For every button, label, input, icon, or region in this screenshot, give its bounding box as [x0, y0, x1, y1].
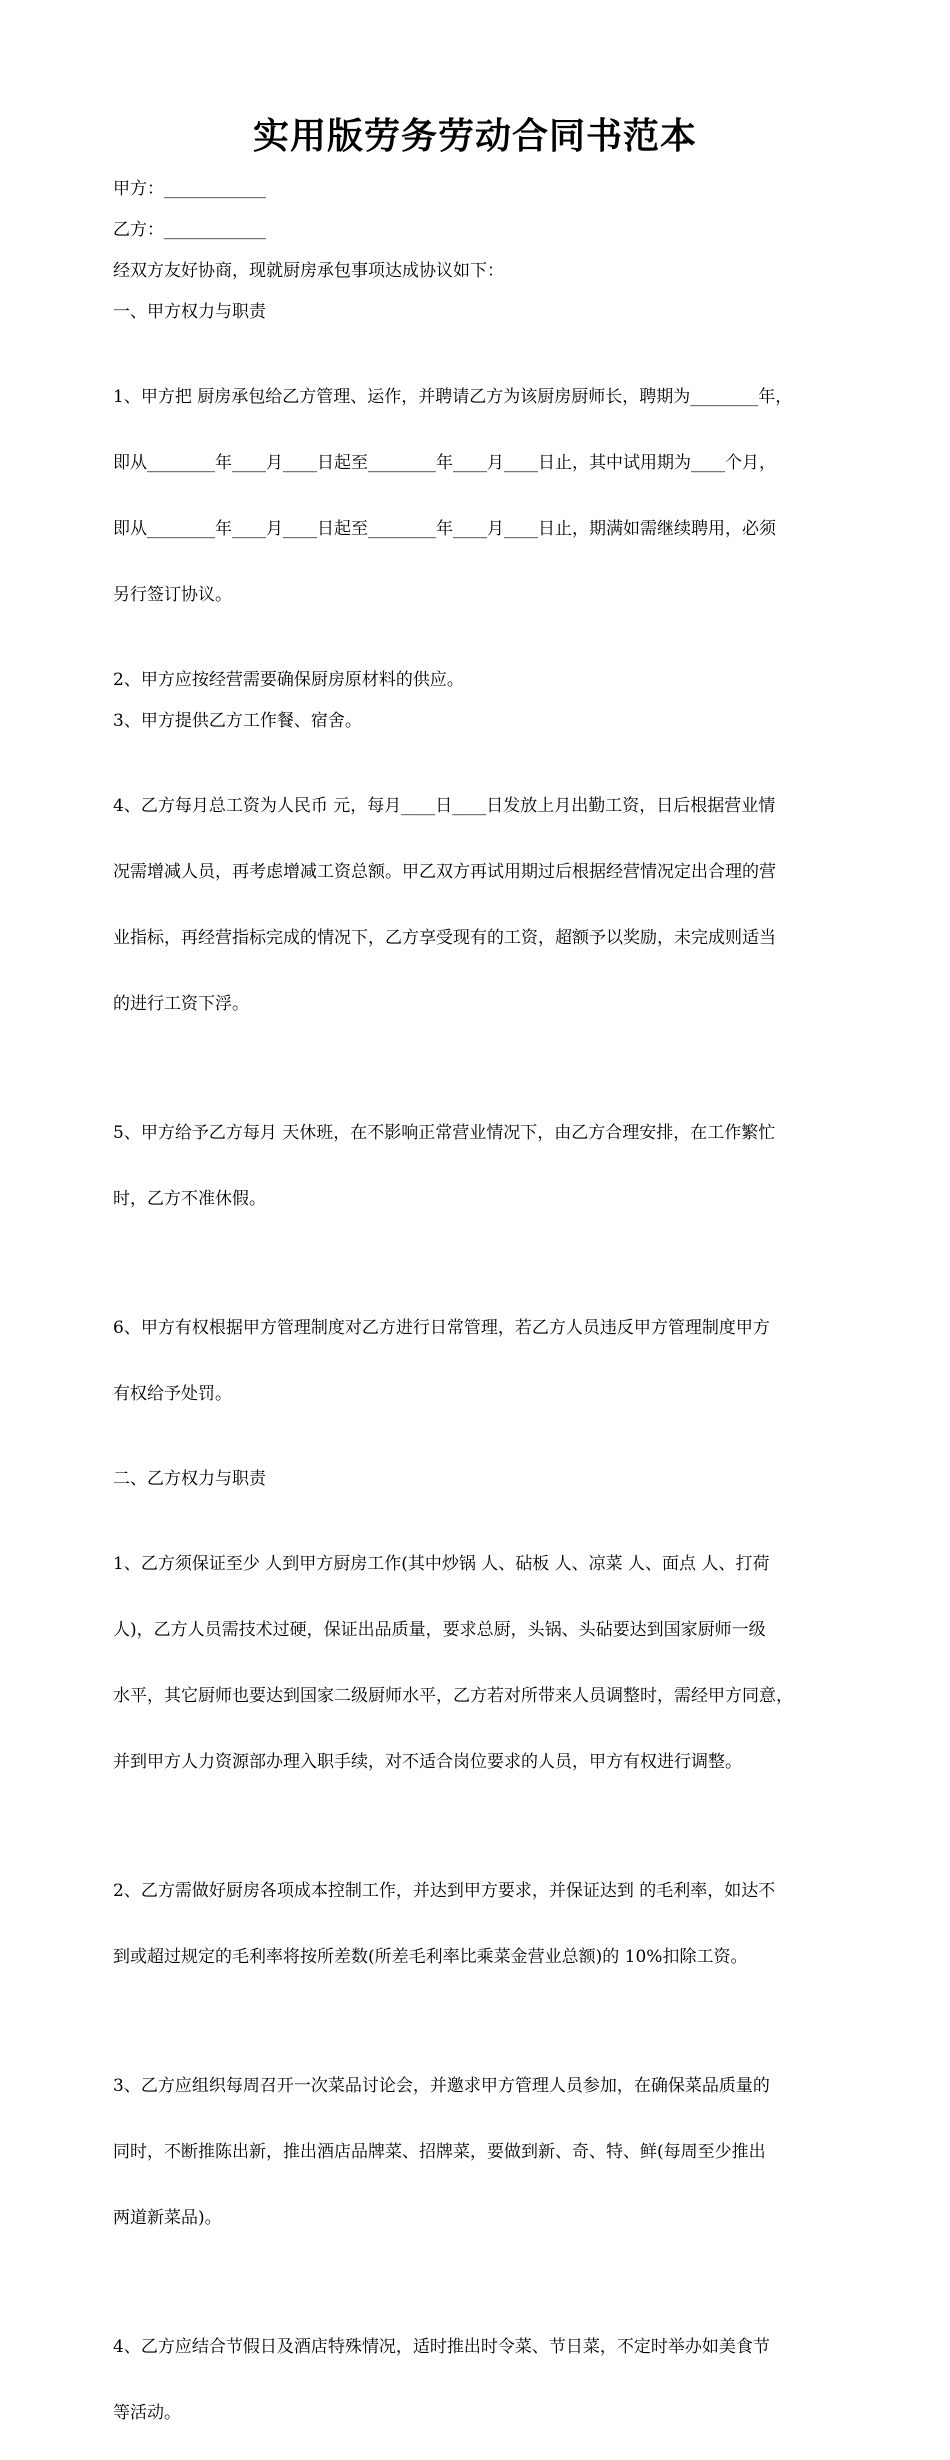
clause-line: 人)，乙方人员需技术过硬，保证出品质量，要求总厨，头锅、头砧要达到国家厨师一级: [113, 1620, 766, 1640]
clause-line: 水平，其它厨师也要达到国家二级厨师水平，乙方若对所带来人员调整时，需经甲方同意，: [113, 1686, 793, 1706]
clause-line: 2、乙方需做好厨房各项成本控制工作，并达到甲方要求，并保证达到 的毛利率，如达不: [113, 1881, 776, 1901]
section-1-clause-3: 3、甲方提供乙方工作餐、宿舍。: [113, 711, 362, 731]
party-a-line: 甲方：____________: [113, 179, 266, 199]
clause-line: 时，乙方不准休假。: [113, 1189, 266, 1209]
clause-line: 有权给予处罚。: [113, 1384, 232, 1404]
section-2-clause-4: [113, 2292, 855, 2460]
clause-line: 两道新菜品)。: [113, 2208, 222, 2228]
clause-line: 即从________年____月____日起至________年____月____日止，其中试用期为____个月，: [113, 453, 776, 473]
clause-line: 并到甲方人力资源部办理入职手续，对不适合岗位要求的人员，甲方有权进行调整。: [113, 1752, 742, 1772]
section-1-heading: 一、甲方权力与职责: [113, 302, 266, 322]
section-1-clause-2: 2、甲方应按经营需要确保厨房原材料的供应。: [113, 670, 464, 690]
clause-line: 6、甲方有权根据甲方管理制度对乙方进行日常管理，若乙方人员违反甲方管理制度甲方: [113, 1318, 770, 1338]
clause-line: 另行签订协议。: [113, 585, 232, 605]
clause-line: 况需增减人员，再考虑增减工资总额。甲乙双方再试用期过后根据经营情况定出合理的营: [113, 862, 776, 882]
clause-line: 业指标，再经营指标完成的情况下，乙方享受现有的工资，超额予以奖励，未完成则适当: [113, 928, 776, 948]
section-2-clause-1: [113, 1509, 855, 1817]
section-2-clause-3: [113, 2031, 855, 2273]
section-1-clause-5: [113, 1078, 855, 1254]
section-2-clause-2: [113, 1836, 855, 2012]
clause-line: 1、乙方须保证至少 人到甲方厨房工作(其中炒锅 人、砧板 人、凉菜 人、面点 人、打荷: [113, 1554, 770, 1574]
clause-line: 1、甲方把 厨房承包给乙方管理、运作，并聘请乙方为该厨房厨师长，聘期为________年，: [113, 387, 793, 407]
party-b-line: 乙方：____________: [113, 220, 266, 240]
section-2-heading: 二、乙方权力与职责: [113, 1469, 266, 1489]
clause-line: 5、甲方给予乙方每月 天休班，在不影响正常营业情况下，由乙方合理安排，在工作繁忙: [113, 1123, 776, 1143]
clause-line: 到或超过规定的毛利率将按所差数(所差毛利率比乘菜金营业总额)的 10%扣除工资。: [113, 1947, 748, 1967]
clause-line: 即从________年____月____日起至________年____月____日止，期满如需继续聘用，必须: [113, 519, 776, 539]
clause-line: 等活动。: [113, 2403, 181, 2423]
section-1-clause-6: [113, 1273, 855, 1449]
clause-line: 4、乙方每月总工资为人民币 元，每月____日____日发放上月出勤工资，日后根据营业情: [113, 796, 776, 816]
clause-line: 4、乙方应结合节假日及酒店特殊情况，适时推出时令菜、节日菜，不定时举办如美食节: [113, 2337, 770, 2357]
section-1-clause-1: [113, 342, 855, 650]
clause-line: 3、乙方应组织每周召开一次菜品讨论会，并邀求甲方管理人员参加，在确保菜品质量的: [113, 2076, 770, 2096]
clause-line: 的进行工资下浮。: [113, 994, 249, 1014]
intro-paragraph: 经双方友好协商，现就厨房承包事项达成协议如下：: [113, 261, 504, 281]
document-title: 实用版劳务劳动合同书范本: [252, 115, 697, 157]
clause-line: 同时，不断推陈出新，推出酒店品牌菜、招牌菜，要做到新、奇、特、鲜(每周至少推出: [113, 2142, 766, 2162]
document-body: [113, 178, 855, 2460]
section-1-clause-4: [113, 751, 855, 1059]
